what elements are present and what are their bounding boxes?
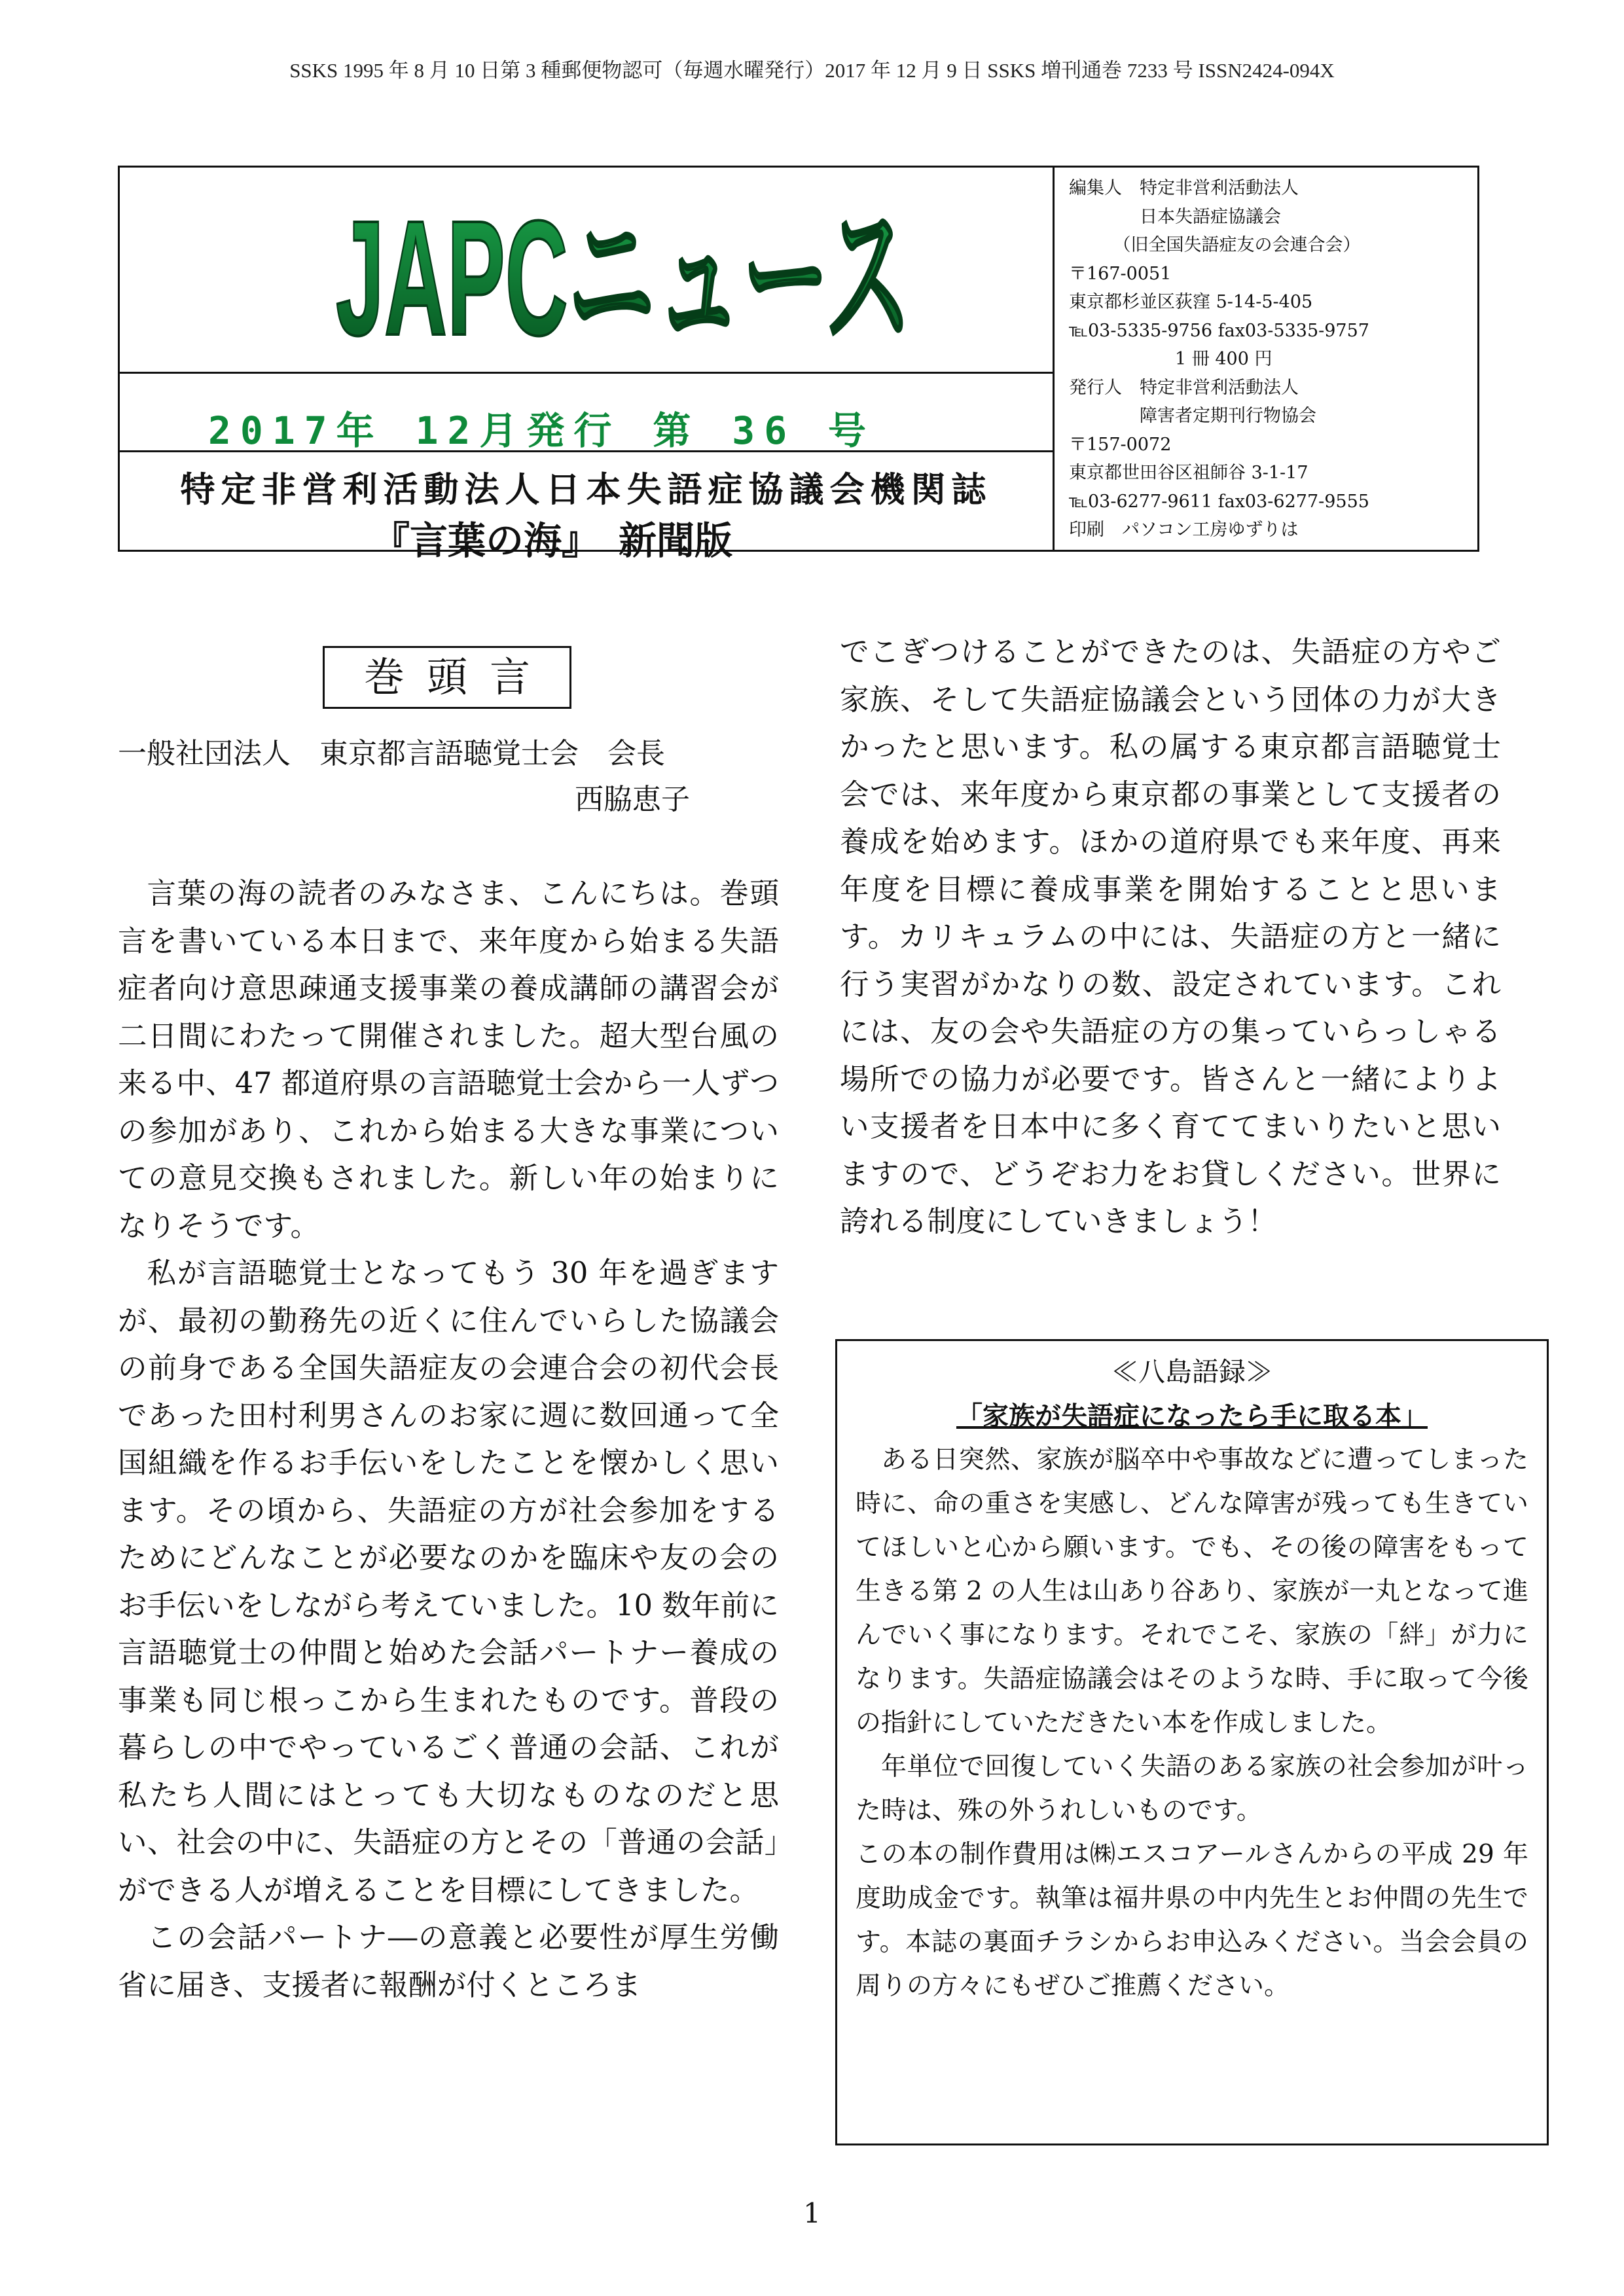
masthead-title-area: [120, 168, 1055, 563]
publisher-line: 日本失語症協議会: [1069, 206, 1281, 227]
paragraph: ある日突然、家族が脳卒中や事故などに遭ってしまった時に、命の重さを実感し、どんな障害が残っても生きていてほしいと心から願います。でも、その後の障害をもって生きる第 2 の人生は山あり谷あり、家族が一丸となって進んでいく事になります。それでこそ、家族の「絆」が力になります。失語症協議会はそのような時、手に取って今後の指針にしていただきたい本を作成しました。: [856, 1445, 1528, 1738]
paragraph: 言葉の海の読者のみなさま、こんにちは。巻頭言を書いている本日まで、来年度から始まる失語症者向け意思疎通支援事業の養成講師の講習会が二日間にわたって開催されました。超大型台風の来る中、47 都道府県の言語聴覚士会から一人ずつの参加があり、これから始まる大きな事業についての意見交換もされました。新しい年の始まりになりそうです。: [118, 877, 779, 1243]
publisher-line: 印刷 パソコン工房ゆずりは: [1069, 520, 1299, 540]
article-right-column: [840, 629, 1501, 1246]
paragraph: 私が言語聴覚士となってもう 30 年を過ぎますが、最初の勤務先の近くに住んでいらした協議会の前身である全国失語症友の会連合会の初代会長であった田村利男さんのお家に週に数回通って全国組織を作るお手伝いをしたことを懐かしく思います。その頃から、失語症の方が社会参加をするためにどんなことが必要なのかを臨床や友の会のお手伝いをしながら考えていました。10 数年前に言語聴覚士の仲間と始めた会話パートナー養成の事業も同じ根っこから生まれたものです。普段の暮らしの中でやっているごく普通の会話、これが私たち人間にはとっても大切なものなのだと思い、社会の中に、失語症の方とその「普通の会話」ができる人が増えることを目標にしてきました。: [118, 1257, 779, 1907]
publisher-line: 〒157-0072: [1069, 434, 1172, 455]
publisher-line: ℡03-5335-9756 fax03-5335-9757: [1069, 320, 1369, 341]
article-title: 巻頭言: [323, 646, 571, 709]
publisher-line: 編集人 特定非営利活動法人: [1069, 178, 1299, 198]
logo-text: JAPCニュース: [336, 187, 912, 369]
paper-name: 『言葉の海』 新聞版: [372, 518, 733, 563]
publisher-line: 発行人 特定非営利活動法人: [1069, 377, 1299, 398]
publisher-info: [1069, 174, 1468, 545]
logo-graphic: [120, 168, 1053, 372]
publisher-line: ℡03-6277-9611 fax03-6277-9555: [1069, 491, 1369, 512]
article-author: 西脇恵子: [575, 783, 690, 816]
postal-notice: SSKS 1995 年 8 月 10 日第 3 種郵便物認可（毎週水曜発行）2017 年 12 月 9 日 SSKS 増刊通巻 7233 号 ISSN2424-094X: [289, 59, 1335, 82]
publisher-line: 東京都杉並区荻窪 5-14-5-405: [1069, 292, 1313, 312]
organization-line: 特定非営利活動法人日本失語症協議会機関誌: [180, 470, 992, 510]
box-subtitle: 「家族が失語症になったら手に取る本」: [956, 1401, 1428, 1431]
paragraph: この会話パートナ―の意義と必要性が厚生労働省に届き、支援者に報酬が付くところま: [118, 1921, 779, 2002]
page-number: 1: [803, 2197, 821, 2229]
masthead: [118, 166, 1479, 563]
publisher-line: 東京都世田谷区祖師谷 3-1-17: [1069, 463, 1308, 483]
paragraph: でこぎつけることができたのは、失語症の方やご家族、そして失語症協議会という団体の力が大きかったと思います。私の属する東京都言語聴覚士会では、来年度から東京都の事業として支援者の養成を始めます。ほかの道府県でも来年度、再来年度を目標に養成事業を開始することと思います。カリキュラムの中には、失語症の方と一緒に行う実習がかなりの数、設定されています。これには、友の会や失語症の方の集っていらっしゃる場所での協力が必要です。皆さんと一緒によりよい支援者を日本中に多く育ててまいりたいと思いますので、どうぞお力をお貸しください。世界に誇れる制度にしていきましょう！: [840, 636, 1501, 1238]
article-left-column: [118, 870, 779, 2009]
paragraph: この本の制作費用は㈱エスコアールさんからの平成 29 年度助成金です。執筆は福井県の中内先生とお仲間の先生です。本誌の裏面チラシからお申込みください。当会会員の周りの方々にもぜひご推薦ください。: [856, 1840, 1528, 2001]
article-byline: 一般社団法人 東京都言語聴覚士会 会長: [118, 737, 665, 770]
publisher-line: （旧全国失語症友の会連合会）: [1069, 235, 1361, 255]
divider: [120, 450, 1053, 452]
paragraph: 年単位で回復していく失語のある家族の社会参加が叶った時は、殊の外うれしいものです。: [856, 1752, 1528, 1825]
japc-news-logo: [120, 168, 1053, 374]
box-title: ≪八島語録≫: [1111, 1356, 1272, 1388]
box-body: [856, 1438, 1528, 2008]
issue-line: 2017年 12月発行 第 36 号: [208, 408, 876, 453]
publisher-line: 障害者定期刊行物協会: [1069, 406, 1316, 426]
hachijo-quotes-box: [835, 1339, 1549, 2145]
publisher-line: 1 冊 400 円: [1069, 349, 1272, 369]
publisher-line: 〒167-0051: [1069, 263, 1172, 284]
